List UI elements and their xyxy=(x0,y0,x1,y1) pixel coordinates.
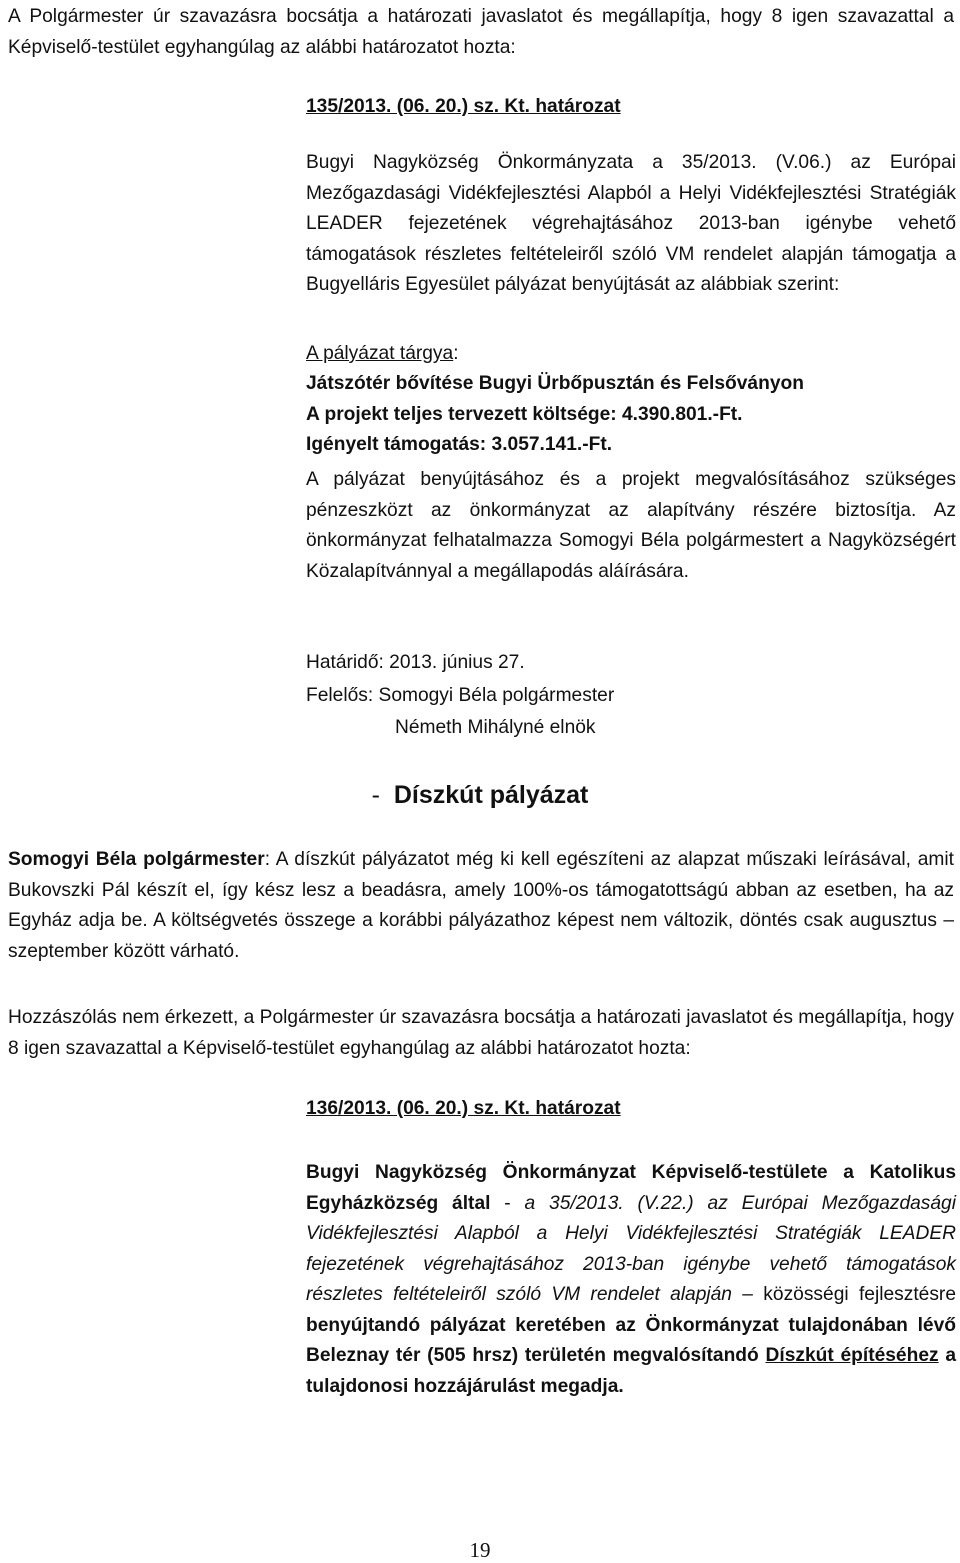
res2-bold-2: benyújtandó pályázat keretében az Önkormányzat tulajdonában lévő Beleznay tér (505 hrsz) területén megvalósítandó xyxy=(306,1314,956,1366)
project-subject: Játszótér bővítése Bugyi Ürbőpusztán és Felsőványon xyxy=(306,373,804,394)
funding-paragraph: A pályázat benyújtásához és a projekt megvalósításához szükséges pénzeszközt az önkormányzat az alapítvány részére biztosítja. Az önkormányzat felhatalmazza Somogyi Béla polgármestert a Nagyközségért Közalapítvánnyal a megállapodás aláírására. xyxy=(306,469,956,582)
subject-label: A pályázat tárgya xyxy=(306,343,454,364)
responsible-chair: Németh Mihályné elnök xyxy=(395,717,596,738)
res2-bold-3: a tulajdonosi hozzájárulást megadja. xyxy=(306,1345,957,1397)
section-dash: - xyxy=(371,781,380,809)
subject-line xyxy=(306,339,459,370)
subject-colon: : xyxy=(453,343,459,364)
resolution-136-title: 136/2013. (06. 20.) sz. Kt. határozat xyxy=(306,1098,621,1119)
speaker-text: A díszkút pályázatot még ki kell egészíteni az alapzat műszaki leírásával, amit Bukovszki Pál készít el, így kész lesz a beadásra, amely 100%-os támogatottságú abban az esetben, ha az Egyház adja be. A költségvetés összege a korábbi pályázathoz képest nem változik, döntés csak augusztus – szeptember között várható. xyxy=(8,849,954,962)
project-cost: A projekt teljes tervezett költsége: 4.390.801.-Ft. xyxy=(306,404,743,425)
speaker-name: Somogyi Béla polgármester xyxy=(8,849,265,870)
res2-dash: - xyxy=(490,1192,525,1214)
res2-italic: a 35/2013. (V.22.) az Európai Mezőgazdasági Vidékfejlesztési Alapból a Helyi Vidékfejlesztési Stratégiák LEADER fejezetének végrehajtásához 2013-ban igénybe vehető támogatások részletes feltételeiről szóló VM rendelet alapján xyxy=(306,1192,956,1305)
deadline: Határidő: 2013. június 27. xyxy=(306,652,525,673)
speaker-colon: : xyxy=(264,849,271,870)
res2-bold-underline: Díszkút építéséhez xyxy=(765,1345,939,1366)
page-number: 19 xyxy=(469,1538,491,1562)
requested-support: Igényelt támogatás: 3.057.141.-Ft. xyxy=(306,434,613,455)
speaker-paragraph xyxy=(8,845,954,967)
resolution-136-body xyxy=(306,1158,956,1402)
resolution-135-body: Bugyi Nagyközség Önkormányzata a 35/2013. (V.06.) az Európai Mezőgazdasági Vidékfejlesztési Alapból a Helyi Vidékfejlesztési Stratégiák LEADER fejezetének végrehajtásához 2013-ban igénybe vehető támogatások részletes feltételeiről szóló VM rendelet alapján támogatja a Bugyelláris Egyesület pályázat benyújtását az alábbiak szerint: xyxy=(306,152,956,295)
section-title: Díszkút pályázat xyxy=(393,781,589,809)
section-heading xyxy=(0,778,960,812)
res2-bold-1: Bugyi Nagyközség Önkormányzat Képviselő-testülete a Katolikus Egyházközség által xyxy=(306,1162,956,1214)
responsible-mayor: Felelős: Somogyi Béla polgármester xyxy=(306,685,615,706)
intro-paragraph-2: Hozzászólás nem érkezett, a Polgármester úr szavazásra bocsátja a határozati javaslatot és megállapítja, hogy 8 igen szavazattal a Képviselő-testület egyhangúlag az alábbi határozatot hozta: xyxy=(8,1007,954,1059)
res2-plain: – közösségi fejlesztésre xyxy=(731,1284,956,1305)
resolution-135-title: 135/2013. (06. 20.) sz. Kt. határozat xyxy=(306,96,621,117)
intro-paragraph-1: A Polgármester úr szavazásra bocsátja a határozati javaslatot és megállapítja, hogy 8 igen szavazattal a Képviselő-testület egyhangúlag az alábbi határozatot hozta: xyxy=(8,6,954,58)
